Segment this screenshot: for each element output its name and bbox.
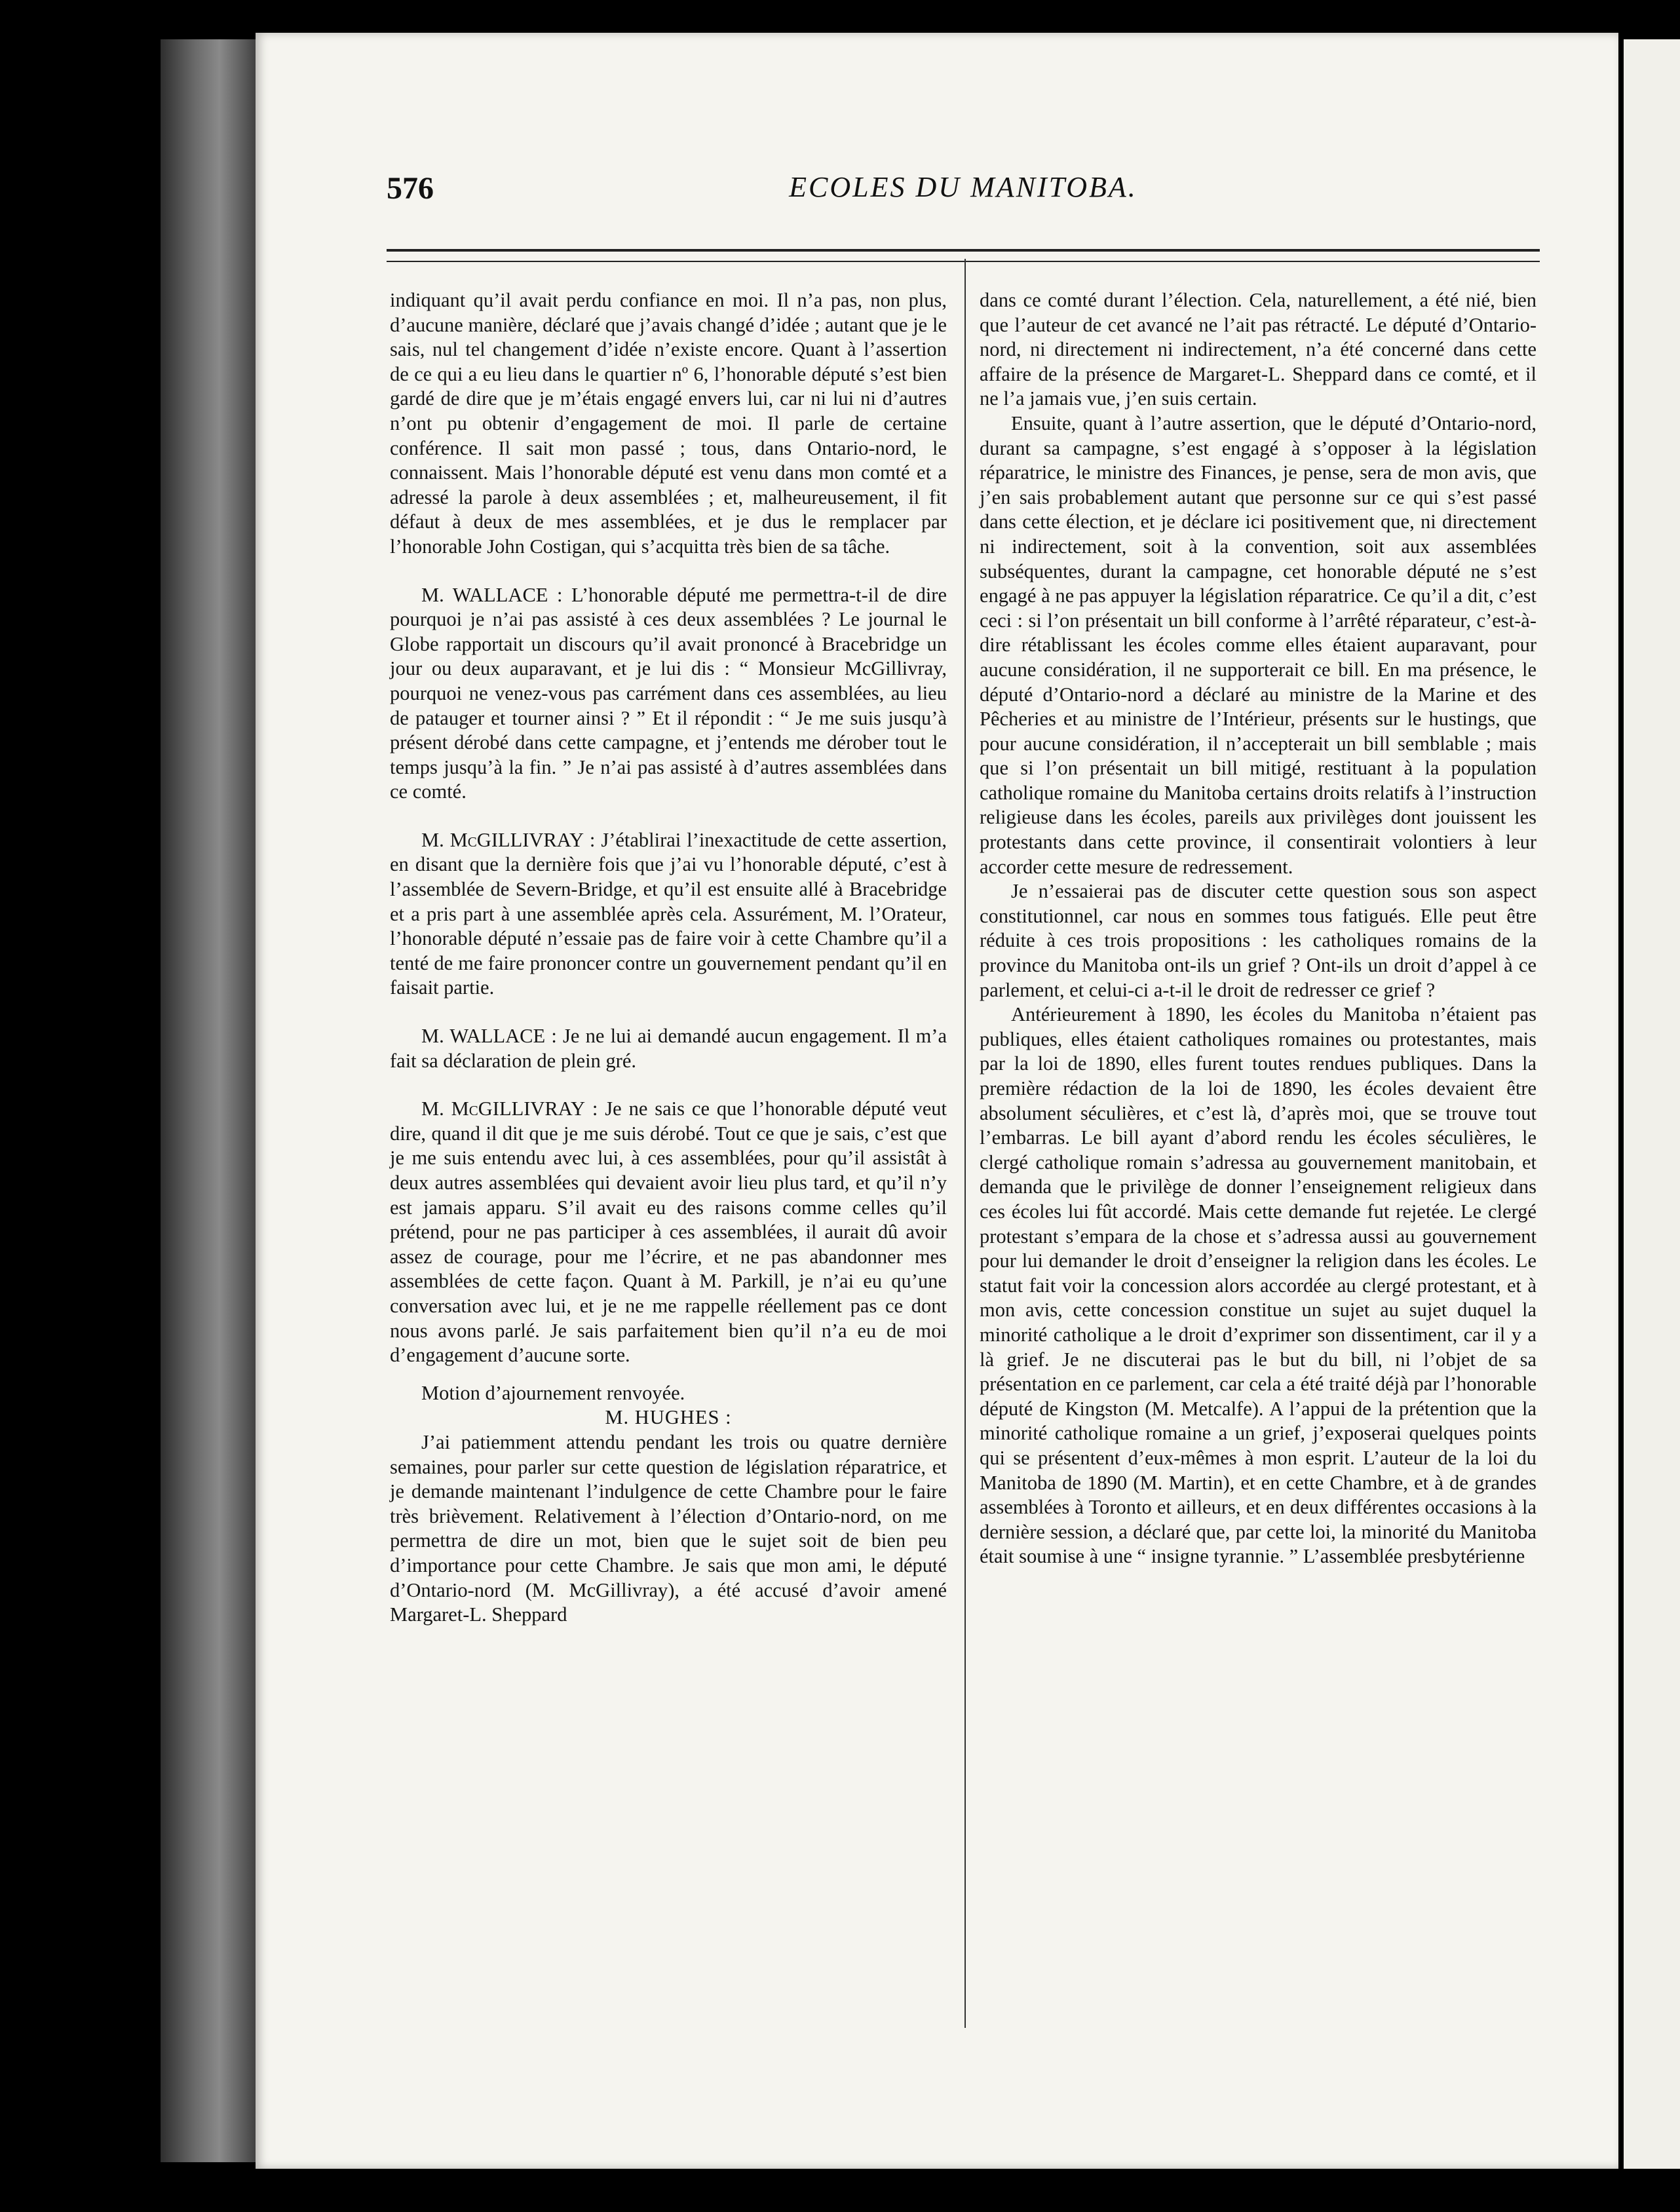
header-double-rule: [387, 249, 1540, 262]
paragraph: Ensuite, quant à l’autre assertion, que le député d’Ontario-nord, durant sa campagne, s’est engagé à s’opposer à la législation réparatrice, le ministre des Finances, je pense, sera de mon avis, que j’en sais probablement autant que personne sur ce qui s’est passé dans cette élection, et je déclare ici positivement que, ni directement ni indirectement, soit à la convention, soit aux assemblées subséquentes, durant la campagne, cet honorable député ne s’est engagé à ne pas appuyer la législation réparatrice. Ce qu’il a dit, c’est ceci : si l’on présentait un bill conforme à l’arrêté réparateur, c’est-à-dire rétablissant les écoles comme elles étaient auparavant, pour aucune considération, il ne supporterait ce bill. En ma présence, le député d’Ontario-nord a déclaré au ministre de la Marine et des Pêcheries et au ministre de l’Intérieur, présents sur le hustings, que pour aucune considération, il n’accepterait un bill semblable ; mais que si l’on présentait un bill mitigé, restituant à la population catholique romaine du Manitoba certains droits relatifs à l’instruction religieuse dans les écoles, pareils aux privilèges dont jouissent les protestants dans cette province, il consentirait volontiers à leur accorder cette mesure de redressement.: [980, 411, 1537, 878]
speaker-heading: M. HUGHES :: [605, 1406, 732, 1429]
paragraph: Je n’essaierai pas de discuter cette question sous son aspect constitutionnel, car nous en sommes tous fatigués. Elle peut être réduite à ces trois propositions : les catholiques romains de la province du Manitoba ont-ils un grief ? Ont-ils un droit d’appel à ce parlement, et celui-ci a-t-il le droit de redresser ce grief ?: [980, 880, 1537, 1001]
column-divider: [964, 259, 966, 2028]
book-spine: [161, 39, 259, 2162]
speech-text: : J’établirai l’inexactitude de cette assertion, en disant que la dernière fois que j’ai vu l’honorable député, c’est à l’assemblée de Severn-Bridge, et qu’il est ensuite allé à Bracebridge et a pris part à une assemblée après cela. Assurément, M. l’Orateur, l’honorable député n’essaie pas de faire voir à cette Chambre qu’il a tenté de me faire prononcer contre un gouvernement pendant qu’il en faisait partie.: [390, 828, 947, 999]
paragraph-wallace-2: [390, 1024, 947, 1073]
speaker-name: M. WALLACE: [421, 583, 548, 606]
paragraph-mcgillivray-1: [390, 828, 947, 1001]
paragraph: Antérieurement à 1890, les écoles du Manitoba n’étaient pas publiques, elles étaient catholiques romaines ou protestantes, mais par la loi de 1890, elles furent toutes rendues publiques. Dans la première rédaction de la loi de 1890, les écoles devaient être absolument séculières, et c’est là, d’après moi, que se trouve tout l’embarras. Le bill ayant d’abord rendu les écoles séculières, le clergé catholique romain s’adressa au gouvernement manitobain, et demanda que le privilège de donner l’enseignement religieux dans ces écoles lui fût accordé. Mais cette demande fut rejetée. Le clergé protestant s’empara de la chose et s’adressa aussi au gouvernement pour lui demander le droit d’enseigner la religion dans les écoles. Le statut fait voir la concession alors accordée au clergé protestant, et à mon avis, cette concession constitue un sujet au sujet duquel la minorité catholique a le droit d’exprimer son dissentiment, car il y a là grief. Je ne discuterai pas le but du bill, ni l’objet de sa présentation en ce parlement, car cela a été traité déjà par l’honorable député de Kingston (M. Metcalfe). A l’appui de la prétention que la minorité catholique romaine a un grief, j’exposerai quelques points qui se présentent d’eux-mêmes à mon esprit. L’auteur de la loi du Manitoba de 1890 (M. Martin), et en cette Chambre, et à de grandes assemblées à Toronto et ailleurs, et en deux différentes occasions à la dernière session, a déclaré que, par cette loi, la minorité du Manitoba était soumise à une “ insigne tyrannie. ” L’assemblée presbytérienne: [980, 1003, 1537, 1568]
paragraph-hughes: J’ai patiemment attendu pendant les trois ou quatre dernière semaines, pour parler sur cette question de législation réparatrice, et je demande maintenant l’indulgence de cette Chambre pour le faire très brièvement. Relativement à l’élection d’Ontario-nord, on me permettra de dire un mot, bien que le sujet soit de bien peu d’importance pour cette Chambre. Je sais que mon ami, le député d’Ontario-nord (M. McGillivray), a été accusé d’avoir amené Margaret-L. Sheppard: [390, 1430, 947, 1626]
paragraph-wallace-1: [390, 583, 947, 805]
facing-page-edge: [1624, 39, 1680, 2169]
right-column: [980, 288, 1537, 1569]
speaker-name: M. WALLACE: [421, 1025, 546, 1048]
page-header: [387, 157, 1540, 229]
page-number: 576: [387, 171, 434, 206]
speech-text: : L’honorable député me permettra-t-il de dire pourquoi je n’ai pas assisté à ces deux assemblées ? Le journal le Globe rapportait un discours qu’il avait prononcé à Bracebridge un jour ou deux auparavant, et je lui dis : “ Monsieur McGillivray, pourquoi ne venez-vous pas carrément dans ces assemblées, au lieu de patauger et tourner ainsi ? ” Et il répondit : “ Je me suis jusqu’à présent dérobé dans cette campagne, et j’entends me dérober tout le temps jusqu’à la fin. ” Je n’ai pas assisté à d’autres assemblées dans ce comté.: [390, 583, 947, 803]
running-title: ECOLES DU MANITOBA.: [789, 171, 1137, 203]
left-column: [390, 288, 947, 1628]
paragraph-mcgillivray-2: [390, 1097, 947, 1368]
paragraph: dans ce comté durant l’élection. Cela, naturellement, a été nié, bien que l’auteur de cet avancé ne l’ait pas rétracté. Le député d’Ontario-nord, ni directement ni indirectement, n’a été concerné dans cette affaire de la présence de Margaret-L. Sheppard dans ce comté, et il ne l’a jamais vue, j’en suis certain.: [980, 289, 1537, 410]
speaker-name: M. McGILLIVRAY: [421, 1097, 585, 1120]
paragraph: indiquant qu’il avait perdu confiance en moi. Il n’a pas, non plus, d’aucune manière, déclaré que j’avais changé d’idée ; autant que je le sais, nul tel changement d’idée n’existe encore. Quant à l’assertion de ce qui a eu lieu dans le quartier nº 6, l’honorable député s’est bien gardé de dire que je m’étais engagé envers lui, car ni lui ni d’autres n’ont pu obtenir d’engagement de moi. Il parle de certaine conférence. Il sait mon passé ; tous, dans Ontario-nord, le connaissent. Mais l’honorable député est venu dans mon comté et a adressé la parole à deux assemblées ; et, malheureusement, il fit défaut à deux de mes assemblées, et je dus le remplacer par l’honorable John Costigan, qui s’acquitta très bien de sa tâche.: [390, 289, 947, 558]
book-page: [256, 33, 1618, 2169]
motion-note: Motion d’ajournement renvoyée.: [421, 1381, 685, 1404]
speaker-name: M. McGILLIVRAY: [421, 828, 584, 851]
speech-text: : Je ne lui ai demandé aucun engagement. Il m’a fait sa déclaration de plein gré.: [390, 1025, 947, 1072]
speech-text: : Je ne sais ce que l’honorable député veut dire, quand il dit que je me suis dérobé. Tout ce que je sais, c’est que je me suis entendu avec lui, à ces assemblées, pour qu’il assistât à deux autres assemblées qui devaient avoir lieu plus tard, et qu’il n’y est jamais apparu. S’il avait eu des raisons comme celles qu’il prétend, pour ne pas participer à ces assemblées, il aurait dû avoir assez de courage, pour me l’écrire, et ne pas abandonner mes assemblées de cette façon. Quant à M. Parkill, je n’ai eu qu’une conversation avec lui, et je ne me rappelle réellement pas ce dont nous avons parlé. Je sais parfaitement bien qu’il n’a eu de moi d’engagement d’aucune sorte.: [390, 1097, 947, 1367]
